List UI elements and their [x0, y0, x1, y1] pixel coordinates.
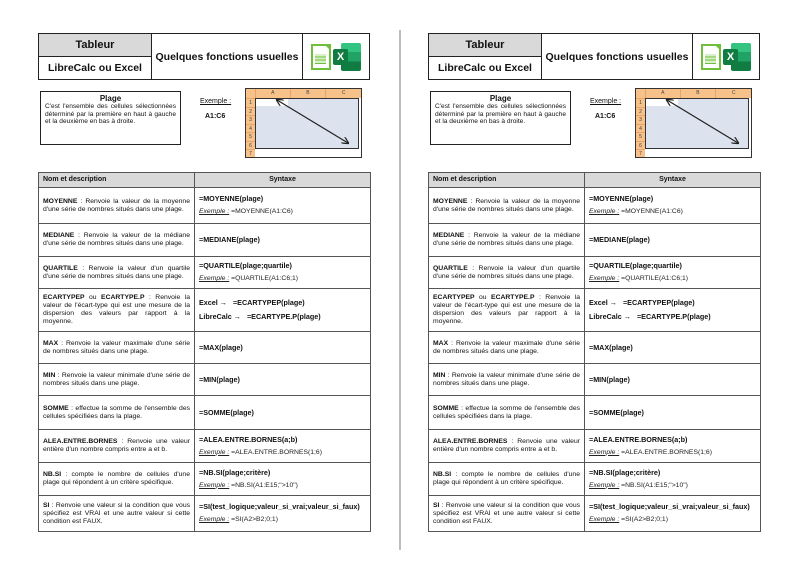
plage-definition-box: [40, 91, 181, 145]
function-description: : Renvoie une valeur si la condition que vous spécifiez est VRAI et une autre valeur si cette condition est FAUX.: [433, 501, 580, 525]
row-header: 7: [636, 149, 645, 158]
arrow-right-icon: →: [233, 312, 241, 321]
row-header: 1: [246, 98, 255, 107]
function-name: MEDIANE: [433, 232, 465, 239]
diagonal-arrow-icon: [246, 89, 362, 158]
page-title: Quelques fonctions usuelles: [542, 34, 693, 79]
diagonal-arrow-icon: [636, 89, 752, 158]
function-name: ECARTYPEP: [43, 294, 85, 301]
function-example: =ALEA.ENTRE.BORNES(1;6): [621, 448, 712, 456]
example-label: Exemple :: [199, 275, 230, 282]
function-name: SI: [433, 501, 440, 509]
header-left: [39, 34, 152, 79]
column-header: B: [680, 89, 716, 98]
table-row: [39, 463, 371, 496]
arrow-right-icon: →: [219, 298, 227, 307]
header-box: [38, 33, 370, 80]
excel-logo-icon: X: [723, 43, 751, 71]
row-header: 5: [246, 132, 255, 141]
function-description: : compte le nombre de cellules d'une plage qui répondent à un critère spécifique.: [43, 471, 190, 486]
row-header: 4: [246, 124, 255, 133]
column-header-name: Nom et description: [429, 173, 585, 188]
function-example: =NB.SI(A1:E15;">10"): [231, 481, 298, 489]
table-row: [39, 364, 371, 396]
row-header: 3: [636, 115, 645, 124]
function-description: : Renvoie une valeur entière d'un nombre compris entre a et b.: [433, 438, 580, 453]
function-name: SOMME: [43, 404, 69, 412]
function-name: QUARTILE: [43, 264, 78, 272]
function-description: : compte le nombre de cellules d'une plage qui répondent à un critère spécifique.: [433, 471, 580, 486]
functions-table: [38, 172, 371, 532]
logos: [693, 34, 759, 79]
table-row: [429, 364, 761, 396]
function-syntax: =ECARTYPEP(plage): [232, 298, 305, 307]
function-syntax: =SOMME(plage): [199, 407, 254, 417]
table-row: [39, 430, 371, 463]
function-syntax: =ECARTYPEP(plage): [622, 298, 695, 307]
function-syntax: =MOYENNE(plage): [589, 194, 654, 203]
function-syntax: =MOYENNE(plage): [199, 194, 264, 203]
function-name: MEDIANE: [43, 232, 75, 239]
calc-syntax-line: LibreCalc → =ECARTYPE.P(plage): [199, 312, 321, 321]
function-example: =QUARTILE(A1:C6;1): [621, 275, 689, 282]
example-label: Exemple :: [589, 275, 620, 282]
arrow-right-icon: →: [623, 312, 631, 321]
column-header-syntax: Syntaxe: [195, 173, 371, 188]
plage-definition-box: [430, 91, 571, 145]
function-description: : Renvoie la valeur de la moyenne d'une série de nombres situés dans une plage.: [43, 197, 190, 213]
table-row: [429, 496, 761, 532]
software-label: LibreCalc ou Excel: [438, 62, 532, 74]
row-header: 4: [636, 124, 645, 133]
function-syntax: =MEDIANE(plage): [589, 235, 650, 244]
table-row: [39, 257, 371, 289]
example-label: Exemple :: [199, 448, 230, 456]
column-header: A: [645, 89, 680, 98]
function-syntax: =MAX(plage): [199, 342, 243, 352]
software-label: LibreCalc ou Excel: [48, 62, 142, 74]
category-label: Tableur: [429, 34, 541, 57]
table-row: [39, 332, 371, 364]
plage-text: C'est l'ensemble des cellules sélectionnées déterminé par la première en haut à gauche et la deuxième en bas à droite.: [435, 103, 566, 126]
arrow-right-icon: →: [609, 298, 617, 307]
column-header: C: [715, 89, 751, 98]
column-header-syntax: Syntaxe: [585, 173, 761, 188]
spreadsheet-example-image: [245, 88, 362, 158]
plage-title: Plage: [99, 94, 122, 103]
function-syntax: =ALEA.ENTRE.BORNES(a;b): [199, 434, 298, 444]
function-description: : Renvoie la valeur minimale d'une série de nombres situés dans une plage.: [43, 371, 190, 387]
function-name: SOMME: [433, 404, 459, 412]
table-row: [429, 257, 761, 289]
row-header: 2: [246, 107, 255, 116]
function-syntax: =MIN(plage): [589, 374, 630, 384]
spreadsheet-example-image: [635, 88, 752, 158]
header-box: [428, 33, 760, 80]
function-syntax: =SI(test_logique;valeur_si_vrai;valeur_si_faux): [589, 502, 750, 511]
function-description: : Renvoie la valeur de l'écart-type qui est une mesure de la dispersion des valeurs par rapport à la moyenne.: [433, 294, 580, 325]
function-syntax: =ALEA.ENTRE.BORNES(a;b): [589, 434, 688, 444]
plage-title: Plage: [489, 94, 512, 103]
table-row: [429, 463, 761, 496]
function-name-alt: ECARTYPE.P: [101, 294, 145, 301]
function-description: : effectue la somme de l'ensemble des cellules spécifiées dans la plage.: [43, 404, 190, 420]
function-description: : Renvoie la valeur de la moyenne d'une série de nombres situés dans une plage.: [433, 197, 580, 213]
table-row: [429, 396, 761, 430]
table-row: ECARTYPEP ou ECARTYPE.P : Renvoie la valeur de l'écart-type qui est une mesure de la dispersion des valeurs par rapport à la moyenne. Excel → =ECARTYPEP(plage) LibreCalc → =ECARTYPE.P(plage): [39, 289, 371, 332]
row-header: 6: [636, 141, 645, 150]
row-header: 6: [246, 141, 255, 150]
page-title: Quelques fonctions usuelles: [152, 34, 303, 79]
row-header: 3: [246, 115, 255, 124]
table-row: [429, 188, 761, 224]
table-header-row: [39, 173, 371, 188]
function-description: : Renvoie la valeur d'un quartile d'une série de nombres situés dans une plage.: [43, 264, 190, 280]
function-syntax: =MIN(plage): [199, 374, 240, 384]
function-name: MAX: [433, 339, 449, 347]
table-row: [429, 332, 761, 364]
header-left: [429, 34, 542, 79]
function-example: =MOYENNE(A1:C6): [231, 208, 293, 215]
page-right: [390, 0, 790, 565]
function-description: : Renvoie une valeur si la condition que vous spécifiez est VRAI et une autre valeur si cette condition est FAUX.: [43, 501, 190, 525]
plage-example-value: A1:C6: [205, 113, 226, 120]
category-label: Tableur: [39, 34, 151, 57]
functions-table: [428, 172, 761, 532]
function-name: MOYENNE: [43, 197, 78, 205]
function-name: MOYENNE: [433, 197, 468, 205]
table-header-row: [429, 173, 761, 188]
excel-syntax-line: Excel → =ECARTYPEP(plage): [589, 298, 695, 307]
function-description: : Renvoie la valeur maximale d'une série de nombres situés dans une plage.: [43, 339, 190, 355]
function-syntax: =ECARTYPE.P(plage): [246, 312, 321, 321]
table-row: [39, 396, 371, 430]
function-description: : Renvoie la valeur de la médiane d'une série de nombres situés dans une plage.: [43, 232, 190, 247]
example-label: Exemple :: [589, 481, 620, 489]
function-syntax: =QUARTILE(plage;quartile): [589, 261, 682, 270]
plage-example-label: Exemple :: [590, 98, 622, 105]
plage-text: C'est l'ensemble des cellules sélectionnées déterminé par la première en haut à gauche et la deuxième en bas à droite.: [45, 103, 176, 126]
function-syntax: =SOMME(plage): [589, 407, 644, 417]
column-header: C: [325, 89, 361, 98]
function-description: : Renvoie la valeur de l'écart-type qui est une mesure de la dispersion des valeurs par rapport à la moyenne.: [43, 294, 190, 325]
logos: [303, 34, 369, 79]
function-description: : Renvoie la valeur maximale d'une série de nombres situés dans une plage.: [433, 339, 580, 355]
plage-example-label: Exemple :: [200, 98, 232, 105]
function-example: =MOYENNE(A1:C6): [621, 208, 683, 215]
function-syntax: =QUARTILE(plage;quartile): [199, 261, 292, 270]
excel-syntax-line: Excel → =ECARTYPEP(plage): [199, 298, 305, 307]
function-name: NB.SI: [433, 471, 452, 478]
table-row: [429, 430, 761, 463]
example-label: Exemple :: [589, 516, 620, 523]
calc-syntax-line: LibreCalc → =ECARTYPE.P(plage): [589, 312, 711, 321]
column-header-name: Nom et description: [39, 173, 195, 188]
example-label: Exemple :: [199, 481, 230, 489]
function-name: QUARTILE: [433, 264, 468, 272]
column-header: B: [290, 89, 326, 98]
function-example: =QUARTILE(A1:C6;1): [231, 275, 299, 282]
function-example: =NB.SI(A1:E15;">10"): [621, 481, 688, 489]
function-syntax: =MEDIANE(plage): [199, 235, 260, 244]
example-label: Exemple :: [589, 208, 620, 215]
function-example: =SI(A2>B2;0;1): [231, 516, 278, 523]
example-label: Exemple :: [199, 516, 230, 523]
function-name: MAX: [43, 339, 59, 347]
function-name: ALEA.ENTRE.BORNES: [43, 438, 118, 445]
function-name-alt: ECARTYPE.P: [491, 294, 535, 301]
table-row: ECARTYPEP ou ECARTYPE.P : Renvoie la valeur de l'écart-type qui est une mesure de la dispersion des valeurs par rapport à la moyenne. Excel → =ECARTYPEP(plage) LibreCalc → =ECARTYPE.P(plage): [429, 289, 761, 332]
function-syntax: =ECARTYPE.P(plage): [636, 312, 711, 321]
table-row: [39, 188, 371, 224]
row-header: 5: [636, 132, 645, 141]
function-name: SI: [43, 501, 50, 509]
function-name: MIN: [43, 371, 56, 379]
table-row: [429, 224, 761, 257]
function-description: : effectue la somme de l'ensemble des cellules spécifiées dans la plage.: [433, 404, 580, 420]
row-header: 2: [636, 107, 645, 116]
function-example: =ALEA.ENTRE.BORNES(1;6): [231, 448, 322, 456]
function-name: NB.SI: [43, 471, 62, 478]
function-name: ECARTYPEP: [433, 294, 475, 301]
function-description: : Renvoie la valeur de la médiane d'une série de nombres situés dans une plage.: [433, 232, 580, 247]
row-header: 1: [636, 98, 645, 107]
row-header: 7: [246, 149, 255, 158]
function-description: : Renvoie la valeur d'un quartile d'une série de nombres situés dans une plage.: [433, 264, 580, 280]
table-row: [39, 224, 371, 257]
function-description: : Renvoie une valeur entière d'un nombre compris entre a et b.: [43, 438, 190, 453]
function-syntax: =SI(test_logique;valeur_si_vrai;valeur_si_faux): [199, 502, 360, 511]
function-description: : Renvoie la valeur minimale d'une série de nombres situés dans une plage.: [433, 371, 580, 387]
example-label: Exemple :: [199, 208, 230, 215]
function-name: MIN: [433, 371, 446, 379]
function-syntax: =NB.SI(plage;critère): [199, 467, 271, 477]
function-syntax: =NB.SI(plage;critère): [589, 467, 661, 477]
excel-logo-icon: X: [333, 43, 361, 71]
plage-example-value: A1:C6: [595, 113, 616, 120]
table-row: [39, 496, 371, 532]
example-label: Exemple :: [589, 448, 620, 456]
function-name: ALEA.ENTRE.BORNES: [433, 438, 508, 445]
libreoffice-calc-logo-icon: [701, 44, 721, 70]
column-header: A: [255, 89, 290, 98]
function-syntax: =MAX(plage): [589, 342, 633, 352]
libreoffice-calc-logo-icon: [311, 44, 331, 70]
function-example: =SI(A2>B2;0;1): [621, 516, 668, 523]
